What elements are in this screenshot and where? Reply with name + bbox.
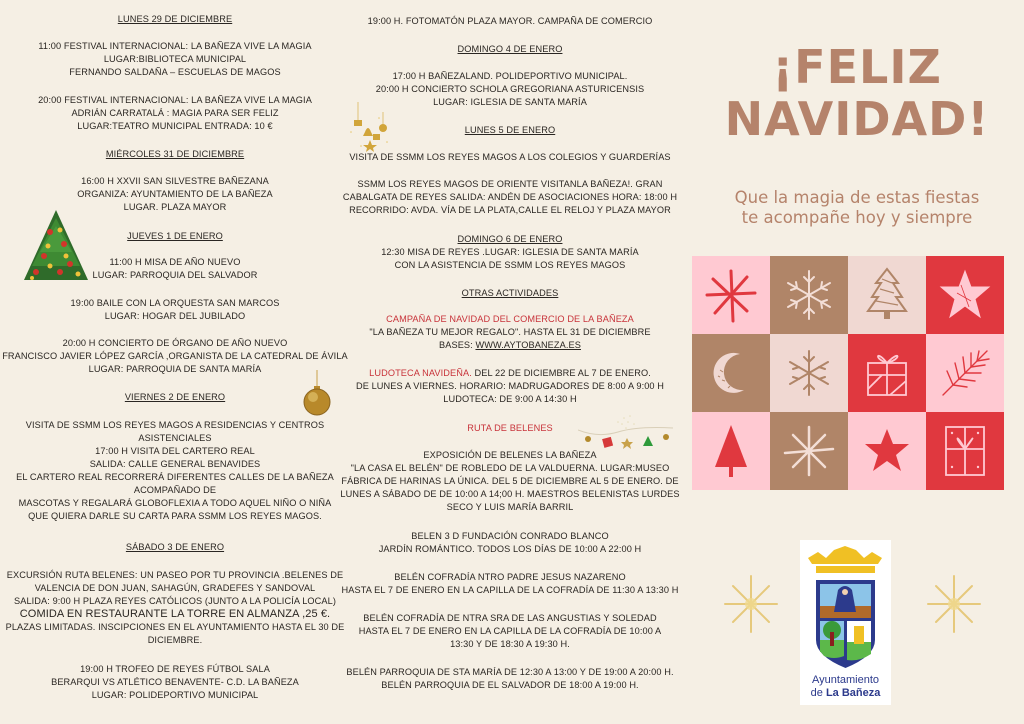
hanging-ornaments-icon (345, 102, 390, 152)
event-line: BELEN 3 D FUNDACIÓN CONRADO BLANCO (411, 531, 609, 541)
event-line: 19:00 BAILE CON LA ORQUESTA SAN MARCOS (70, 298, 280, 308)
day-heading-lunes-5: LUNES 5 DE ENERO (464, 125, 556, 135)
gift-icon (862, 345, 912, 401)
tile-moon (692, 334, 770, 412)
event-line: HASTA EL 7 DE ENERO EN LA CAPILLA DE LA COFRADÍA DE 11:30 A 13:30 H (341, 585, 679, 595)
event-line: LUGAR:BIBLIOTECA MUNICIPAL (103, 54, 247, 64)
event-line: MASCOTAS Y REGALARÁ GLOBOFLEXIA A TODO AQUEL NIÑO O NIÑA (18, 498, 332, 508)
event-line: 11:00 FESTIVAL INTERNACIONAL: LA BAÑEZA VIVE LA MAGIA (38, 41, 312, 51)
event-line: FERNANDO SALDAÑA – ESCUELAS DE MAGOS (69, 67, 281, 77)
ludoteca-dates: DEL 22 DE DICIEMBRE AL 7 DE ENERO. (471, 368, 651, 378)
event-block (340, 666, 680, 692)
bases-label: BASES: (439, 340, 476, 350)
event-line: VISITA DE SSMM LOS REYES MAGOS A RESIDENCIAS Y CENTROS (25, 420, 325, 430)
campana-bases (340, 339, 680, 352)
logo-text-line-2 (800, 687, 891, 699)
gift-icon (942, 423, 988, 479)
title-feliz: ¡FELIZ (772, 40, 942, 94)
event-line: EXCURSIÓN RUTA BELENES: UN PASEO POR TU PROVINCIA .BELENES DE (6, 570, 344, 580)
campana-title: CAMPAÑA DE NAVIDAD DEL COMERCIO DE LA BAÑEZA (386, 314, 634, 324)
event-line: QUE QUIERA DARLE SU CARTA PARA SSMM LOS REYES MAGOS. (28, 511, 322, 521)
event-block (0, 569, 350, 647)
event-line: CABALGATA DE REYES SALIDA: ANDÉN DE ASOCIACIONES HORA: 18:00 H (342, 192, 678, 202)
christmas-icons-grid (692, 256, 1004, 490)
snowflake-icon (781, 267, 837, 323)
event-line: "LA CASA EL BELÉN" DE ROBLEDO DE LA VALDUERNA. LUGAR:MUSEO (350, 463, 670, 473)
subtitle-line-2: te acompañe hoy y siempre (741, 208, 973, 227)
tree-icon (862, 265, 912, 325)
gold-ornament-icon (302, 370, 332, 418)
day-heading-viernes-2: VIERNES 2 DE ENERO (124, 392, 226, 402)
sparkle-icon (781, 423, 837, 479)
day-heading-sabado-3: SÁBADO 3 DE ENERO (125, 542, 225, 552)
day-heading-jueves-1: JUEVES 1 DE ENERO (127, 231, 223, 241)
event-line: EL CARTERO REAL RECORRERÁ DIFERENTES CALLES DE LA BAÑEZA (16, 472, 334, 482)
ludoteca-line (340, 367, 680, 380)
event-line: LUGAR: PARROQUIA DE SANTA MARÍA (88, 364, 262, 374)
moon-icon (706, 348, 756, 398)
logo-text-line-1: Ayuntamiento (811, 674, 880, 686)
event-line: BELÉN PARROQUIA DE STA MARÍA DE 12:30 A 13:00 Y DE 19:00 A 20:00 H. (346, 667, 674, 677)
event-block (340, 530, 680, 556)
garland-icon (578, 414, 673, 454)
gold-snowflake-icon (925, 573, 983, 635)
tile-asterisk (692, 256, 770, 334)
event-line: 19:00 H. FOTOMATÓN PLAZA MAYOR. CAMPAÑA DE COMERCIO (367, 16, 653, 26)
day-heading-domingo-4: DOMINGO 4 DE ENERO (457, 44, 563, 54)
pine-branch-icon (937, 345, 993, 401)
event-line: LUGAR: IGLESIA DE SANTA MARÍA (433, 97, 587, 107)
event-line: LUGAR: HOGAR DEL JUBILADO (104, 311, 246, 321)
title-navidad: NAVIDAD! (724, 92, 990, 146)
event-line: VISITA DE SSMM LOS REYES MAGOS A LOS COLEGIOS Y GUARDERÍAS (349, 152, 671, 162)
event-line: 20:00 FESTIVAL INTERNACIONAL: LA BAÑEZA VIVE LA MAGIA (38, 95, 312, 105)
tile-tree (848, 256, 926, 334)
event-line: 17:00 H VISITA DEL CARTERO REAL (95, 446, 255, 456)
tree-icon (711, 421, 751, 481)
event-line: 20:00 H CONCIERTO DE ÓRGANO DE AÑO NUEVO (62, 338, 288, 348)
campana-line: "LA BAÑEZA TU MEJOR REGALO". HASTA EL 31 DE DICIEMBRE (369, 327, 651, 337)
event-block (0, 419, 350, 523)
event-line: CON LA ASISTENCIA DE SSMM LOS REYES MAGOS (394, 260, 626, 270)
ruta-belenes-title: RUTA DE BELENES (467, 423, 553, 433)
event-block (340, 449, 680, 514)
event-line: RECORRIDO: AVDA. VÍA DE LA PLATA,CALLE EL RELOJ Y PLAZA MAYOR (349, 205, 671, 215)
tile-snowflake (770, 334, 848, 412)
event-line: SECO Y LUIS MARÍA BARRIL (446, 502, 574, 512)
event-line: COMIDA EN RESTAURANTE LA TORRE EN ALMANZA ,25 €. (19, 608, 331, 620)
event-line: 16:00 H XXVII SAN SILVESTRE BAÑEZANA (81, 176, 269, 186)
subtitle-line-1: Que la magia de estas fiestas (734, 188, 980, 207)
event-line: SSMM LOS REYES MAGOS DE ORIENTE VISITANLA BAÑEZA!. GRAN (357, 179, 663, 189)
event-block (0, 94, 350, 133)
tile-sparkle (770, 412, 848, 490)
event-line: ADRIÁN CARRATALÁ : MAGIA PARA SER FELIZ (71, 108, 279, 118)
event-block (340, 70, 680, 109)
tile-snowflake (770, 256, 848, 334)
asterisk-icon (701, 265, 761, 325)
event-line: HASTA EL 7 DE ENERO EN LA CAPILLA DE LA COFRADÍA DE 10:00 A (358, 626, 662, 636)
event-block (0, 337, 350, 376)
event-line: BELÉN COFRADÍA DE NTRA SRA DE LAS ANGUSTIAS Y SOLEDAD (363, 613, 657, 623)
logo-text-town: La Bañeza (825, 687, 881, 699)
event-line: VALENCIA DE DON JUAN, SAHAGÚN, GRADEFES Y SANDOVAL (34, 583, 316, 593)
event-line: LUGAR:TEATRO MUNICIPAL ENTRADA: 10 € (77, 121, 273, 131)
event-block (340, 246, 680, 272)
coat-of-arms-icon (804, 544, 887, 672)
event-block (0, 40, 350, 79)
star-icon (937, 267, 993, 323)
tile-tree (692, 412, 770, 490)
event-block (0, 297, 350, 323)
star-icon (861, 425, 913, 477)
event-line: BELÉN PARROQUIA DE EL SALVADOR DE 18:00 A 19:00 H. (381, 680, 639, 690)
event-line: 11:00 H MISA DE AÑO NUEVO (109, 257, 241, 267)
day-heading-lunes-29: LUNES 29 DE DICIEMBRE (117, 14, 233, 24)
event-line: SALIDA: CALLE GENERAL BENAVIDES (89, 459, 261, 469)
day-heading-miercoles-31: MIÉRCOLES 31 DE DICIEMBRE (105, 149, 245, 159)
aytobaneza-link[interactable]: WWW.AYTOBANEZA.ES (475, 340, 581, 350)
section-heading-otras-actividades: OTRAS ACTIVIDADES (461, 288, 559, 298)
ludoteca-block (340, 367, 680, 406)
event-line: 19:00 H TROFEO DE REYES FÚTBOL SALA (80, 664, 270, 674)
tile-star (848, 412, 926, 490)
tile-pine-branch (926, 334, 1004, 412)
christmas-tree-icon (20, 208, 92, 288)
event-line: ACOMPAÑADO DE (133, 485, 217, 495)
event-line: BELÉN COFRADÍA NTRO PADRE JESUS NAZARENO (394, 572, 626, 582)
event-line: 17:00 H BAÑEZALAND. POLIDEPORTIVO MUNICIPAL. (392, 71, 628, 81)
event-line: ORGANIZA: AYUNTAMIENTO DE LA BAÑEZA (77, 189, 273, 199)
event-line: SALIDA: 9:00 H PLAZA REYES CATÓLICOS (JUNTO A LA POLICÍA LOCAL) (13, 596, 337, 606)
event-line: LUGAR: POLIDEPORTIVO MUNICIPAL (91, 690, 259, 700)
ludoteca-line: DE LUNES A VIERNES. HORARIO: MADRUGADORES DE 8:00 A 9:00 H (355, 381, 665, 391)
gold-snowflake-icon (722, 573, 780, 635)
event-line: ASISTENCIALES (138, 433, 212, 443)
tile-star (926, 256, 1004, 334)
event-block (340, 612, 680, 651)
event-line: LUNES A SÁBADO DE DE 10:00 A 14;00 H. MAESTROS BELENISTAS LURDES (340, 489, 680, 499)
event-line: PLAZAS LIMITADAS. INSCIPCIONES EN EL AYUNTAMIENTO HASTA EL 30 DE (5, 622, 345, 632)
event-line: FRANCISCO JAVIER LÓPEZ GARCÍA ,ORGANISTA DE LA CATEDRAL DE ÁVILA (2, 351, 348, 361)
event-line: JARDÍN ROMÁNTICO. TODOS LOS DÍAS DE 10:00 A 22:00 H (378, 544, 642, 554)
event-line: LUGAR: PARROQUIA DEL SALVADOR (92, 270, 258, 280)
ludoteca-title: LUDOTECA NAVIDEÑA. (369, 368, 472, 378)
tile-gift (848, 334, 926, 412)
logo-text-prefix: de (810, 687, 826, 699)
snowflake-icon (783, 347, 835, 399)
event-line: 20:00 H CONCIERTO SCHOLA GREGORIANA ASTURICENSIS (375, 84, 645, 94)
event-line: EXPOSICIÓN DE BELENES LA BAÑEZA (423, 450, 597, 460)
event-block (0, 663, 350, 702)
day-heading-domingo-6: DOMINGO 6 DE ENERO (457, 234, 563, 244)
event-line: 13:30 Y DE 18:30 A 19:30 H. (450, 639, 570, 649)
event-line: BERARQUI VS ATLÉTICO BENAVENTE- C.D. LA BAÑEZA (51, 677, 299, 687)
tile-gift (926, 412, 1004, 490)
event-line: 12:30 MISA DE REYES .LUGAR: IGLESIA DE SANTA MARÍA (381, 247, 639, 257)
event-block (340, 571, 680, 597)
event-line: DICIEMBRE. (147, 635, 203, 645)
event-line: LUGAR. PLAZA MAYOR (123, 202, 227, 212)
ayuntamiento-logo (800, 540, 891, 705)
event-block (340, 178, 680, 217)
event-line: FÁBRICA DE HARINAS LA ÚNICA. DEL 5 DE DICIEMBRE AL 5 DE ENERO. DE (341, 476, 679, 486)
campana-navidad-block (340, 313, 680, 352)
ludoteca-line: LUDOTECA: DE 9:00 A 14:30 H (443, 394, 577, 404)
